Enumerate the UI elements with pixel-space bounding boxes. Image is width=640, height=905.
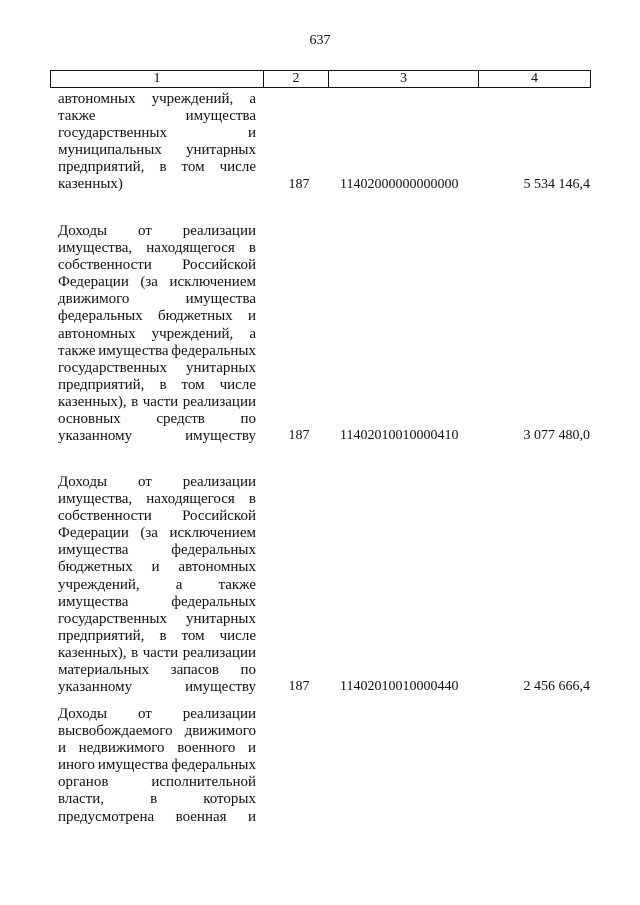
header-col-1: 1 xyxy=(51,71,264,87)
description-word: части xyxy=(142,393,179,410)
description-word: бюджетных xyxy=(58,559,133,576)
description-word: военного xyxy=(177,740,236,757)
description-word: государственных xyxy=(58,610,167,627)
description-word: казенных), xyxy=(58,644,127,661)
description-word: которых xyxy=(203,791,256,808)
description-word: в xyxy=(159,627,167,644)
description-word: том xyxy=(181,376,205,393)
description-line xyxy=(58,594,256,611)
description-word: имущества, xyxy=(58,240,133,257)
description-word: предприятий, xyxy=(58,376,145,393)
description-word: и xyxy=(247,308,256,325)
page-number: 637 xyxy=(309,33,331,48)
description-word: федеральных xyxy=(58,308,143,325)
description-line xyxy=(58,662,256,679)
row-description xyxy=(58,474,256,696)
description-word: средств xyxy=(156,411,205,428)
description-word: военная xyxy=(175,808,227,825)
description-word: в xyxy=(248,491,256,508)
description-word: в xyxy=(159,376,167,393)
description-line xyxy=(58,326,256,343)
description-word: части xyxy=(142,644,179,661)
table-row xyxy=(58,474,590,699)
description-word: в xyxy=(248,240,256,257)
admin-code: 187 xyxy=(288,177,310,192)
description-word: автономных xyxy=(58,325,136,342)
description-word: и xyxy=(247,125,256,142)
description-line xyxy=(58,377,256,394)
kbk-code: 11402010010000410 xyxy=(340,428,459,443)
description-word: имущества, xyxy=(58,491,133,508)
description-word: также xyxy=(58,342,96,359)
description-word: от xyxy=(137,223,152,239)
description-word: в xyxy=(131,393,139,410)
description-line xyxy=(58,611,256,628)
description-word: Федерации xyxy=(58,525,129,542)
description-word: реализации xyxy=(182,644,256,661)
description-word: находящегося xyxy=(146,240,235,257)
description-word: числе xyxy=(219,159,256,176)
description-word: в xyxy=(150,791,158,808)
description-word: реализации xyxy=(182,474,256,490)
description-word: собственности xyxy=(58,508,152,525)
description-line xyxy=(58,223,256,240)
description-word: исполнительной xyxy=(151,774,256,791)
description-word: федеральных xyxy=(171,542,256,559)
description-word: федеральных xyxy=(171,593,256,610)
description-line xyxy=(58,240,256,257)
description-word: предприятий, xyxy=(58,627,145,644)
description-word: Федерации xyxy=(58,274,129,291)
header-col-4: 4 xyxy=(531,71,538,86)
description-line xyxy=(58,360,256,377)
description-word: том xyxy=(181,159,205,176)
description-word: Доходы xyxy=(58,706,108,722)
description-word: числе xyxy=(219,627,256,644)
description-word: имущества xyxy=(98,342,169,359)
description-word: по xyxy=(240,662,256,679)
description-line xyxy=(58,491,256,508)
table-row xyxy=(58,223,590,448)
description-word: материальных xyxy=(58,662,150,679)
description-line xyxy=(58,791,256,808)
description-word: реализации xyxy=(182,706,256,722)
description-word: имущества xyxy=(58,593,129,610)
description-word: недвижимого xyxy=(78,740,165,757)
description-word: иного xyxy=(58,757,95,774)
description-word: собственности xyxy=(58,257,152,274)
description-word: исключением xyxy=(169,274,256,291)
description-word: движимого xyxy=(58,291,130,308)
kbk-code: 11402010010000440 xyxy=(340,679,459,694)
table-row xyxy=(58,706,590,831)
description-word: находящегося xyxy=(146,491,235,508)
description-word: и xyxy=(247,808,256,825)
row-description xyxy=(58,223,256,445)
description-word: государственных xyxy=(58,125,167,142)
description-line xyxy=(58,757,256,774)
description-word: бюджетных xyxy=(157,308,233,325)
description-line xyxy=(58,577,256,594)
description-word: от xyxy=(137,474,152,490)
amount: 5 534 146,4 xyxy=(523,177,590,192)
description-word: власти, xyxy=(58,791,105,808)
description-line xyxy=(58,142,256,159)
description-word: федеральных xyxy=(171,757,256,774)
description-word: унитарных xyxy=(185,359,256,376)
description-word: имущества xyxy=(185,108,256,125)
description-line xyxy=(58,559,256,576)
description-word: в xyxy=(131,644,139,661)
description-word: предусмотрена xyxy=(58,808,155,825)
description-line xyxy=(58,706,256,723)
admin-code: 187 xyxy=(288,679,310,694)
description-word: имущества xyxy=(58,542,129,559)
header-col-3: 3 xyxy=(329,71,479,87)
description-word: имуществу xyxy=(185,679,256,696)
description-word: движимого xyxy=(184,723,256,740)
description-word: реализации xyxy=(182,223,256,239)
description-word: имущества xyxy=(97,757,169,774)
description-word: государственных xyxy=(58,359,167,376)
header-col-2: 2 xyxy=(264,71,329,87)
description-line xyxy=(58,774,256,791)
description-word: также xyxy=(218,576,256,593)
description-word: от xyxy=(137,706,152,722)
description-word: исключением xyxy=(169,525,256,542)
description-word: реализации xyxy=(182,393,256,410)
amount: 2 456 666,4 xyxy=(523,679,590,694)
description-line xyxy=(58,645,256,662)
kbk-code: 11402000000000000 xyxy=(340,177,459,192)
description-word: автономных xyxy=(178,559,256,576)
description-word: указанному xyxy=(58,679,133,696)
row-description xyxy=(58,706,256,826)
description-word: числе xyxy=(219,376,256,393)
description-line xyxy=(58,176,256,193)
amount: 3 077 480,0 xyxy=(523,428,590,443)
admin-code: 187 xyxy=(288,428,310,443)
description-word: Доходы xyxy=(58,223,108,239)
description-line xyxy=(58,343,256,360)
description-line xyxy=(58,257,256,274)
description-word: в xyxy=(159,159,167,176)
description-word: и xyxy=(247,740,256,757)
description-line xyxy=(58,108,256,125)
description-line xyxy=(58,411,256,428)
description-line xyxy=(58,542,256,559)
description-word: (за xyxy=(140,525,158,542)
description-word: Российской xyxy=(182,257,256,274)
description-word: высвобождаемого xyxy=(58,723,173,740)
description-word: и xyxy=(58,740,67,757)
description-word: муниципальных xyxy=(58,142,162,159)
description-line xyxy=(58,394,256,411)
description-word: имуществу xyxy=(185,428,256,445)
description-line xyxy=(58,809,256,826)
description-word: Доходы xyxy=(58,474,108,490)
description-word: унитарных xyxy=(185,142,256,159)
description-line xyxy=(58,508,256,525)
description-word: том xyxy=(181,627,205,644)
description-word: запасов xyxy=(170,662,219,679)
description-word: имущества xyxy=(185,291,256,308)
description-word: а xyxy=(175,576,183,593)
description-word: органов xyxy=(58,774,109,791)
description-word: учреждений, xyxy=(151,91,234,107)
description-line xyxy=(58,159,256,176)
description-word: учреждений, xyxy=(58,576,140,593)
description-line xyxy=(58,308,256,325)
description-line xyxy=(58,428,256,445)
description-word: основных xyxy=(58,411,121,428)
description-word: также xyxy=(58,108,96,125)
description-word: по xyxy=(240,411,256,428)
table-header-row xyxy=(50,70,591,88)
description-word: указанному xyxy=(58,428,133,445)
description-word: а xyxy=(249,325,256,342)
description-line xyxy=(58,740,256,757)
description-word: Российской xyxy=(182,508,256,525)
table-row xyxy=(58,91,590,201)
description-line xyxy=(58,474,256,491)
description-line xyxy=(58,679,256,696)
description-word: автономных xyxy=(58,91,136,107)
description-word: учреждений, xyxy=(151,325,234,342)
description-word: унитарных xyxy=(185,610,256,627)
description-word: и xyxy=(151,559,160,576)
description-word: (за xyxy=(140,274,158,291)
description-line xyxy=(58,291,256,308)
description-word: а xyxy=(249,91,256,107)
description-line xyxy=(58,628,256,645)
description-line xyxy=(58,723,256,740)
description-word: казенных) xyxy=(58,176,123,193)
row-description xyxy=(58,91,256,194)
description-line xyxy=(58,125,256,142)
description-line xyxy=(58,525,256,542)
description-word: предприятий, xyxy=(58,159,145,176)
description-line xyxy=(58,91,256,108)
description-line xyxy=(58,274,256,291)
description-word: федеральных xyxy=(171,342,256,359)
description-word: казенных), xyxy=(58,393,127,410)
